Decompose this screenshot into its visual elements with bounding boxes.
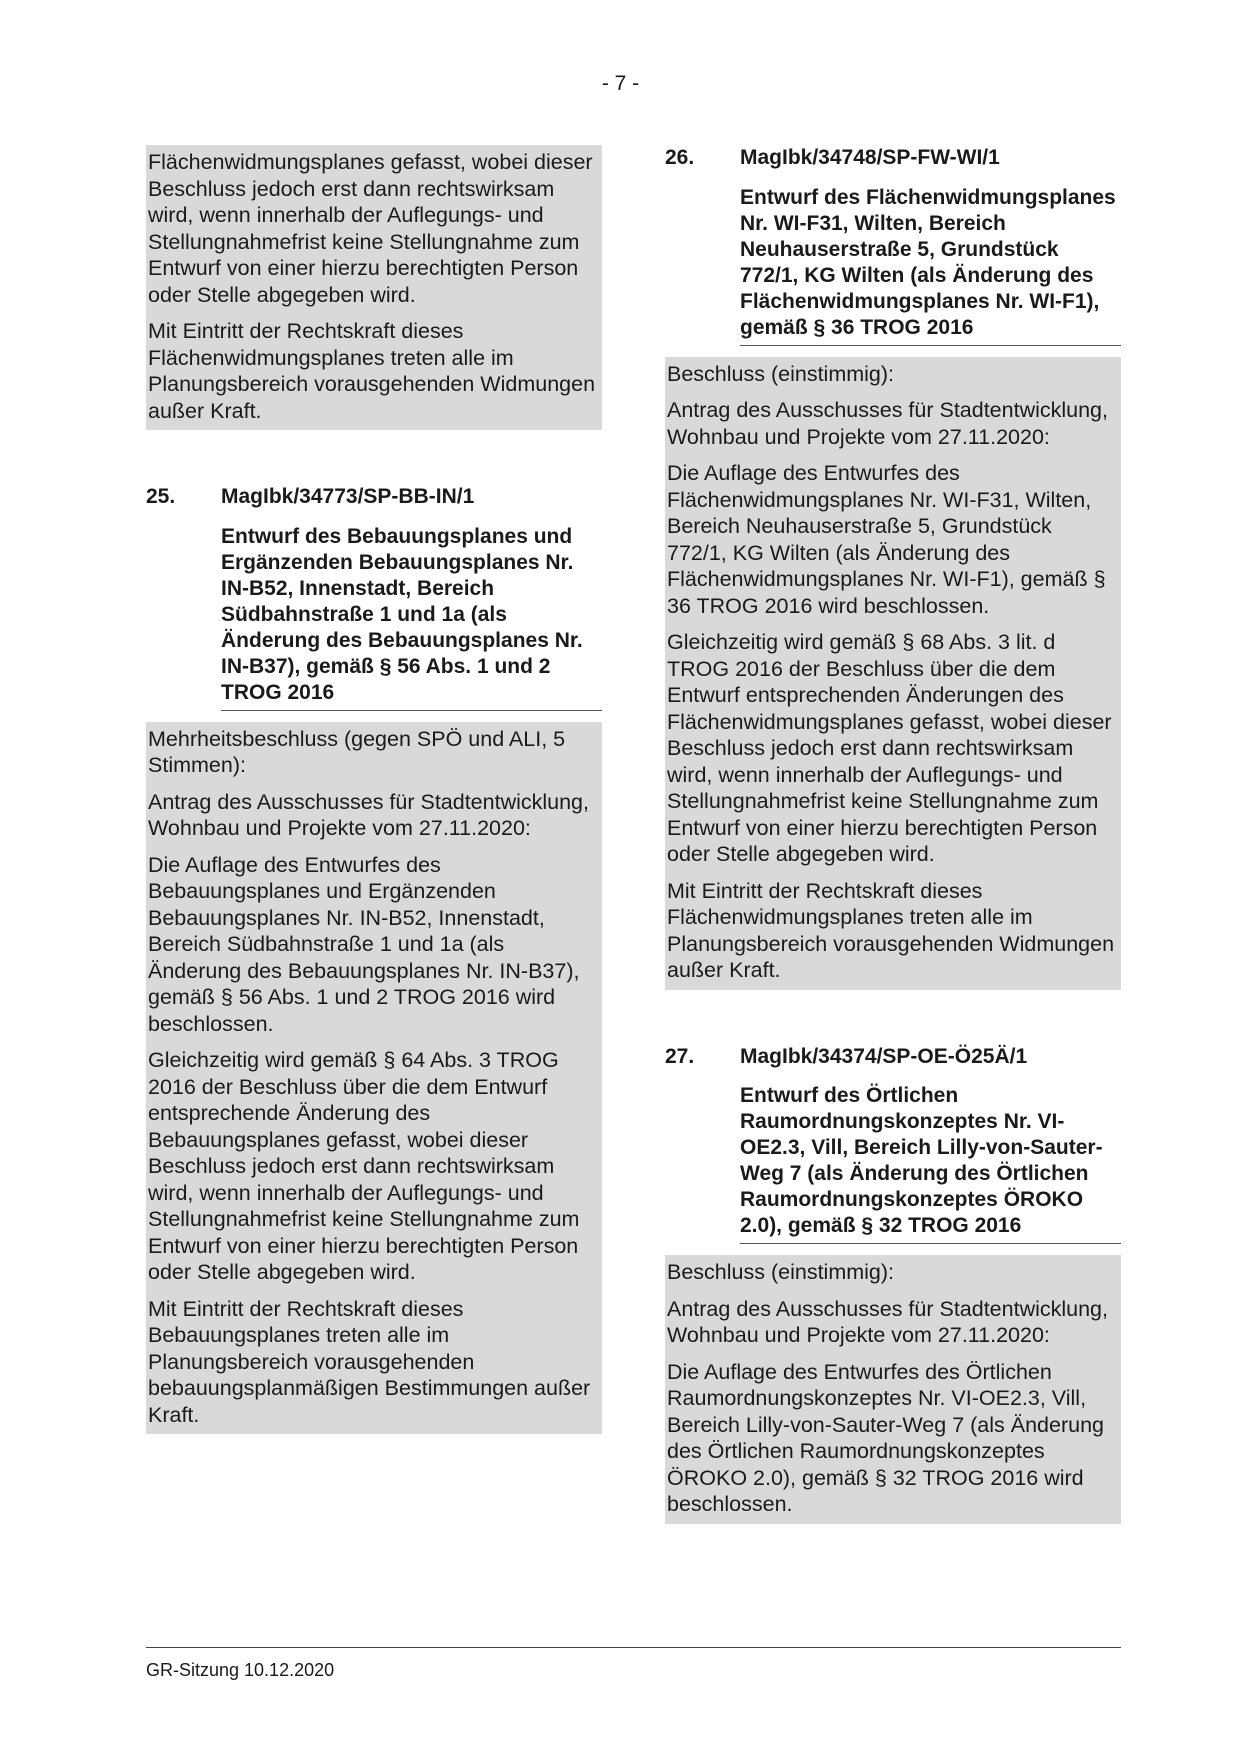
paragraph: Die Auflage des Entwurfes des Bebauungsplanes und Ergänzenden Bebauungsplanes Nr. IN-B52, Innenstadt, Bereich Südbahnstraße 1 und 1a (als Änderung des Bebauungsplanes Nr. IN-B37), gemäß § 56 Abs. 1 und 2 TROG 2016 wird beschlossen.	[148, 852, 580, 1036]
paragraph: Flächenwidmungsplanes gefasst, wobei dieser Beschluss jedoch erst dann rechtswirksam wird, wenn innerhalb der Auflegungs- und Stellungnahmefrist keine Stellungnahme zum Entwurf von einer hierzu berechtigten Person oder Stelle abgegeben wird.	[148, 150, 593, 307]
left-column	[146, 145, 602, 1434]
item-number: 26.	[665, 146, 695, 169]
item-code: MagIbk/34748/SP-FW-WI/1	[740, 146, 1000, 169]
paragraph: Mehrheitsbeschluss (gegen SPÖ und ALI, 5 Stimmen):	[148, 726, 566, 777]
item-26-heading	[665, 145, 1121, 172]
paragraph: Gleichzeitig wird gemäß § 64 Abs. 3 TROG 2016 der Beschluss über die dem Entwurf entsprechende Änderung des Bebauungsplanes gefasst, wobei dieser Beschluss jedoch erst dann rechtswirksam wird, wenn innerhalb der Auflegungs- und Stellungnahmefrist keine Stellungnahme zum Entwurf von einer hierzu berechtigten Person oder Stelle abgegeben wird.	[148, 1048, 580, 1284]
paragraph: Mit Eintritt der Rechtskraft dieses Flächenwidmungsplanes treten alle im Planungsbereich vorausgehenden Widmungen außer Kraft.	[148, 319, 596, 423]
item-25-heading	[146, 484, 602, 511]
paragraph: Beschluss (einstimmig):	[667, 361, 894, 386]
item-27-title: Entwurf des Örtlichen Raumordnungskonzeptes Nr. VI-OE2.3, Vill, Bereich Lilly-von-Sauter-Weg 7 (als Änderung des Örtlichen Raumordnungskonzeptes ÖROKO 2.0), gemäß § 32 TROG 2016	[740, 1083, 1121, 1244]
paragraph: Gleichzeitig wird gemäß § 68 Abs. 3 lit. d TROG 2016 der Beschluss über die dem Entwurf entsprechenden Änderungen des Flächenwidmungsplanes gefasst, wobei dieser Beschluss jedoch erst dann rechtswirksam wird, wenn innerhalb der Auflegungs- und Stellungnahmefrist keine Stellungnahme zum Entwurf von einer hierzu berechtigten Person oder Stelle abgegeben wird.	[667, 630, 1112, 866]
continuation-block	[146, 145, 602, 430]
right-column	[665, 145, 1121, 1524]
paragraph: Antrag des Ausschusses für Stadtentwicklung, Wohnbau und Projekte vom 27.11.2020:	[667, 1296, 1108, 1347]
item-27-body	[665, 1255, 1121, 1524]
item-25-title: Entwurf des Bebauungsplanes und Ergänzenden Bebauungsplanes Nr. IN-B52, Innenstadt, Bereich Südbahnstraße 1 und 1a (als Änderung des Bebauungsplanes Nr. IN-B37), gemäß § 56 Abs. 1 und 2 TROG 2016	[221, 524, 602, 711]
paragraph: Mit Eintritt der Rechtskraft dieses Bebauungsplanes treten alle im Planungsbereich vorausgehenden bebauungsplanmäßigen Bestimmungen außer Kraft.	[148, 1296, 591, 1427]
footer-divider	[146, 1647, 1121, 1648]
item-number: 27.	[665, 1044, 695, 1068]
paragraph: Beschluss (einstimmig):	[667, 1260, 894, 1284]
item-code: MagIbk/34374/SP-OE-Ö25Ä/1	[740, 1044, 1028, 1068]
paragraph: Mit Eintritt der Rechtskraft dieses Flächenwidmungsplanes treten alle im Planungsbereich vorausgehenden Widmungen außer Kraft.	[667, 878, 1115, 982]
paragraph: Antrag des Ausschusses für Stadtentwicklung, Wohnbau und Projekte vom 27.11.2020:	[148, 789, 589, 840]
item-27-heading	[665, 1044, 1121, 1071]
footer-text: GR-Sitzung 10.12.2020	[146, 1660, 335, 1680]
item-26-body	[665, 357, 1121, 990]
paragraph: Antrag des Ausschusses für Stadtentwicklung, Wohnbau und Projekte vom 27.11.2020:	[667, 398, 1108, 449]
item-number: 25.	[146, 485, 176, 508]
item-25-body	[146, 722, 602, 1435]
page-number: - 7 -	[601, 72, 640, 95]
item-26-title: Entwurf des Flächenwidmungsplanes Nr. WI-F31, Wilten, Bereich Neuhauserstraße 5, Grundstück 772/1, KG Wilten (als Änderung des Flächenwidmungsplanes Nr. WI-F1), gemäß § 36 TROG 2016	[740, 185, 1121, 346]
paragraph: Die Auflage des Entwurfes des Örtlichen Raumordnungskonzeptes Nr. VI-OE2.3, Vill, Bereich Lilly-von-Sauter-Weg 7 (als Änderung des Örtlichen Raumordnungskonzeptes ÖROKO 2.0), gemäß § 32 TROG 2016 wird beschlossen.	[667, 1359, 1104, 1516]
item-code: MagIbk/34773/SP-BB-IN/1	[221, 485, 475, 508]
paragraph: Die Auflage des Entwurfes des Flächenwidmungsplanes Nr. WI-F31, Wilten, Bereich Neuhauserstraße 5, Grundstück 772/1, KG Wilten (als Änderung des Flächenwidmungsplanes Nr. WI-F1), gemäß § 36 TROG 2016 wird beschlossen.	[667, 461, 1106, 618]
